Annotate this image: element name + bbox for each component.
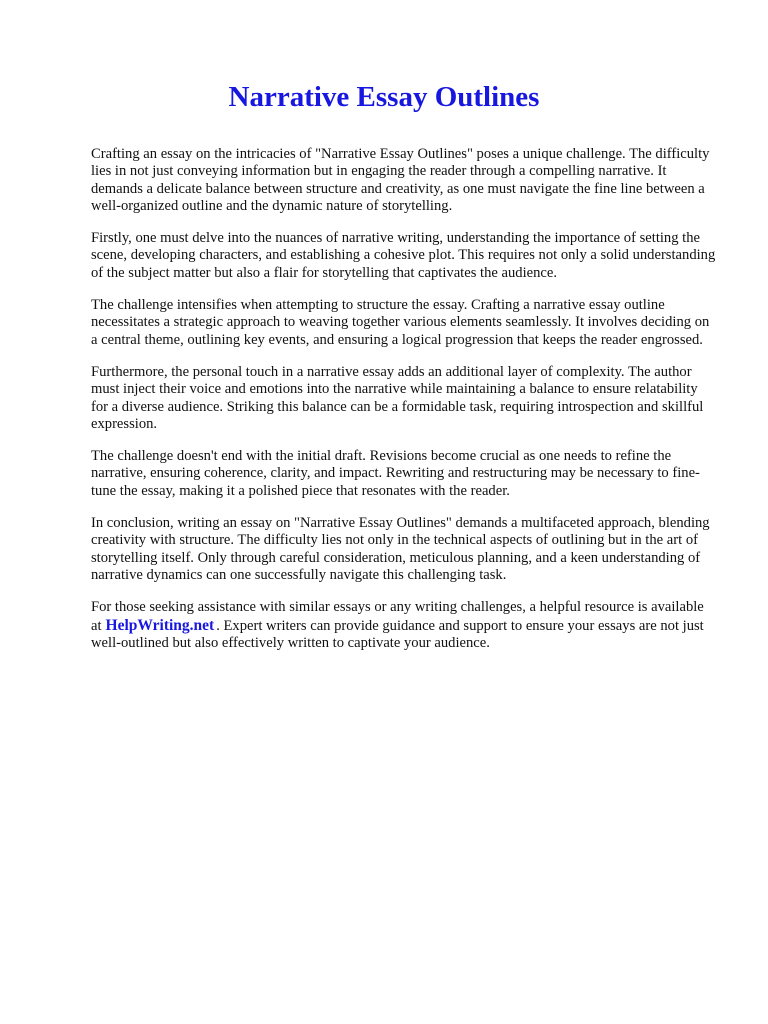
paragraph-revisions: The challenge doesn't end with the initial draft. Revisions become crucial as one needs to refine the narrative, ensuring coherence, clarity, and impact. Rewriting and restructuring may be necessary to fine-tune the essay, making it a polished piece that resonates with the reader.	[91, 448, 700, 499]
closing-text-before-link: For those seeking assistance with similar essays or any writing challenges, a helpful resource is available at	[91, 599, 704, 634]
paragraph-closing	[91, 599, 716, 652]
paragraph-intro: Crafting an essay on the intricacies of "Narrative Essay Outlines" poses a unique challenge. The difficulty lies in not just conveying information but in engaging the reader through a compelling narrative. It demands a delicate balance between structure and creativity, as one must navigate the fine line between a well-organized outline and the dynamic nature of storytelling.	[91, 146, 710, 214]
paragraph-personal-touch: Furthermore, the personal touch in a narrative essay adds an additional layer of complexity. The author must inject their voice and emotions into the narrative while maintaining a balance to ensure relatability for a diverse audience. Striking this balance can be a formidable task, requiring introspection and skillful expression.	[91, 363, 704, 432]
closing-text-after-link: . Expert writers can provide guidance and support to ensure your essays are not just well-outlined but also effectively written to captivate your audience.	[91, 617, 704, 651]
paragraph-structure: The challenge intensifies when attempting to structure the essay. Crafting a narrative essay outline necessitates a strategic approach to weaving together various elements seamlessly. It involves deciding on a central theme, outlining key events, and ensuring a logical progression that keeps the reader engrossed.	[91, 297, 710, 348]
document-body	[91, 146, 716, 667]
paragraph-conclusion: In conclusion, writing an essay on "Narrative Essay Outlines" demands a multifaceted approach, blending creativity with structure. The difficulty lies not only in the technical aspects of outlining but in the art of storytelling itself. Only through careful consideration, meticulous planning, and a keen understanding of narrative dynamics can one successfully navigate this challenging task.	[91, 515, 710, 583]
paragraph-narrative-writing: Firstly, one must delve into the nuances of narrative writing, understanding the importance of setting the scene, developing characters, and establishing a cohesive plot. This requires not only a solid understanding of the subject matter but also a flair for storytelling that captivates the audience.	[91, 230, 716, 281]
page-title: Narrative Essay Outlines	[228, 81, 540, 113]
helpwriting-link[interactable]: HelpWriting.net	[105, 616, 215, 634]
